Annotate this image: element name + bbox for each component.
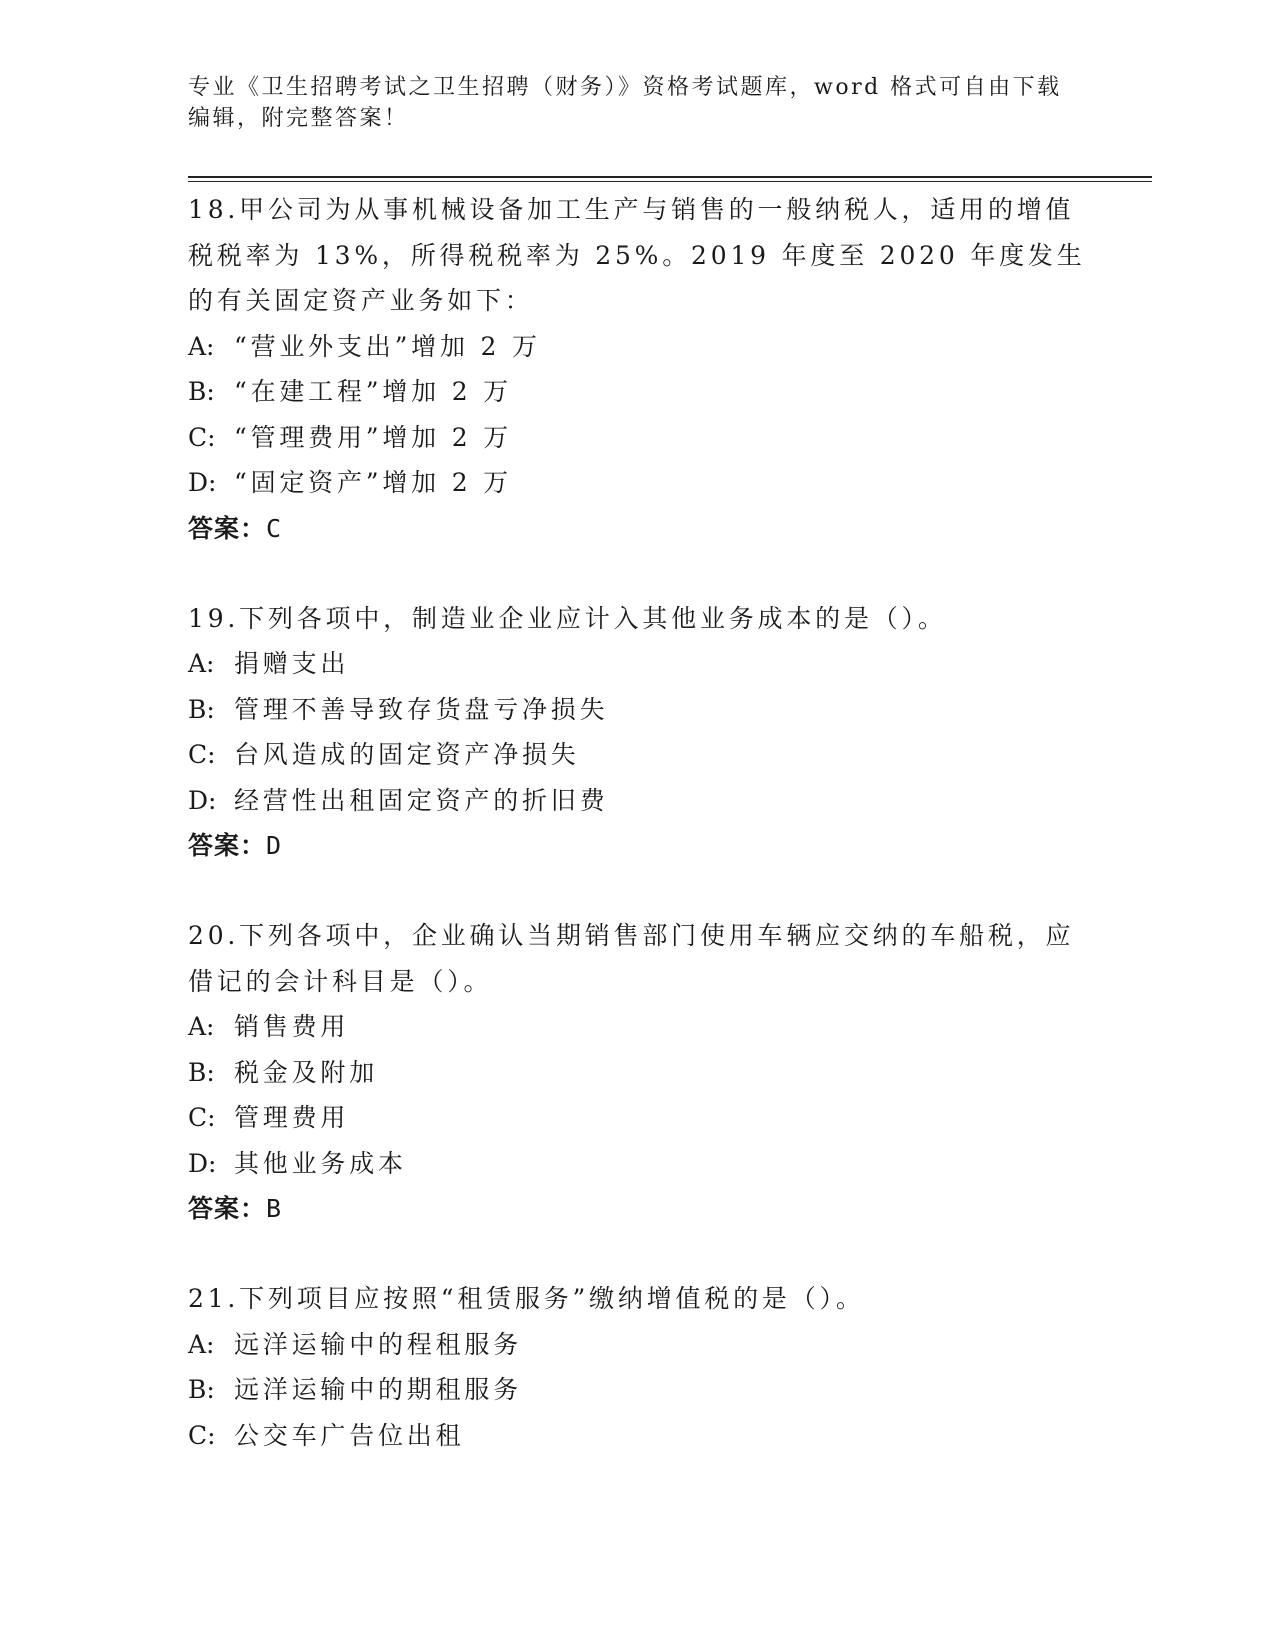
question-21 xyxy=(188,1276,1088,1458)
option-text: 税金及附加 xyxy=(234,1057,379,1087)
option-b xyxy=(188,1367,1088,1413)
option-text: 管理不善导致存货盘亏净损失 xyxy=(234,694,609,724)
option-label: C: xyxy=(188,422,216,452)
option-label: A: xyxy=(188,1012,215,1041)
option-b xyxy=(188,369,1088,415)
option-d xyxy=(188,778,1088,824)
option-label: A: xyxy=(188,331,215,361)
answer-line xyxy=(188,506,1088,552)
option-b xyxy=(188,1050,1088,1096)
option-text: “在建工程”增加 2 万 xyxy=(234,377,512,406)
option-label: D: xyxy=(188,1148,217,1178)
option-text: “管理费用”增加 2 万 xyxy=(234,422,512,452)
option-label: B: xyxy=(188,1057,215,1087)
option-text: 管理费用 xyxy=(234,1103,350,1132)
option-text: 台风造成的固定资产净损失 xyxy=(234,740,580,769)
option-a xyxy=(188,1322,1088,1368)
question-19 xyxy=(188,596,1088,870)
option-label: D: xyxy=(188,785,217,815)
header-rule-thick xyxy=(188,176,1152,178)
option-label: A: xyxy=(188,649,215,678)
option-text: 销售费用 xyxy=(234,1012,350,1041)
option-label: B: xyxy=(188,377,215,406)
option-c xyxy=(188,1095,1088,1141)
option-a xyxy=(188,641,1088,687)
option-b xyxy=(188,687,1088,733)
option-text: 远洋运输中的期租服务 xyxy=(234,1375,523,1404)
option-text: 捐赠支出 xyxy=(234,649,350,678)
option-label: D: xyxy=(188,468,217,497)
option-c xyxy=(188,732,1088,778)
answer-label: 答案： xyxy=(188,831,267,860)
option-label: C: xyxy=(188,1103,216,1132)
option-text: 其他业务成本 xyxy=(234,1148,407,1178)
option-text: 公交车广告位出租 xyxy=(234,1420,465,1450)
answer-value: D xyxy=(266,831,283,860)
option-text: “固定资产”增加 2 万 xyxy=(234,468,512,497)
question-list xyxy=(188,187,1088,1458)
question-stem: 19.下列各项中，制造业企业应计入其他业务成本的是（）。 xyxy=(188,603,947,633)
option-a xyxy=(188,1004,1088,1050)
question-stem: 21.下列项目应按照“租赁服务”缴纳增值税的是（）。 xyxy=(188,1284,865,1313)
answer-line xyxy=(188,1186,1088,1232)
option-text: 经营性出租固定资产的折旧费 xyxy=(234,785,609,815)
option-a xyxy=(188,324,1088,370)
option-label: B: xyxy=(188,1375,215,1404)
option-label: C: xyxy=(188,1420,216,1450)
answer-value: C xyxy=(266,513,283,543)
option-label: C: xyxy=(188,740,216,769)
header-rule-thin xyxy=(188,181,1152,182)
question-stem: 18.甲公司为从事机械设备加工生产与销售的一般纳税人，适用的增值税税率为 13%，所得税税率为 25%。2019 年度至 2020 年度发生的有关固定资产业务如下： xyxy=(188,195,1086,315)
question-stem: 20.下列各项中，企业确认当期销售部门使用车辆应交纳的车船税，应借记的会计科目是（）。 xyxy=(188,921,1075,996)
answer-label: 答案： xyxy=(188,513,267,543)
option-c xyxy=(188,1413,1088,1459)
option-d xyxy=(188,460,1088,506)
option-label: B: xyxy=(188,694,215,724)
document-header: 专业《卫生招聘考试之卫生招聘（财务）》资格考试题库，word 格式可自由下载编辑，附完整答案！ xyxy=(188,75,1062,131)
answer-line xyxy=(188,823,1088,869)
option-c xyxy=(188,415,1088,461)
option-text: “营业外支出”增加 2 万 xyxy=(234,331,541,361)
option-d xyxy=(188,1141,1088,1187)
answer-value: B xyxy=(266,1194,283,1223)
answer-label: 答案： xyxy=(188,1194,267,1223)
option-label: A: xyxy=(188,1329,215,1359)
question-18 xyxy=(188,187,1088,552)
option-text: 远洋运输中的程租服务 xyxy=(234,1329,523,1359)
question-20 xyxy=(188,913,1088,1232)
